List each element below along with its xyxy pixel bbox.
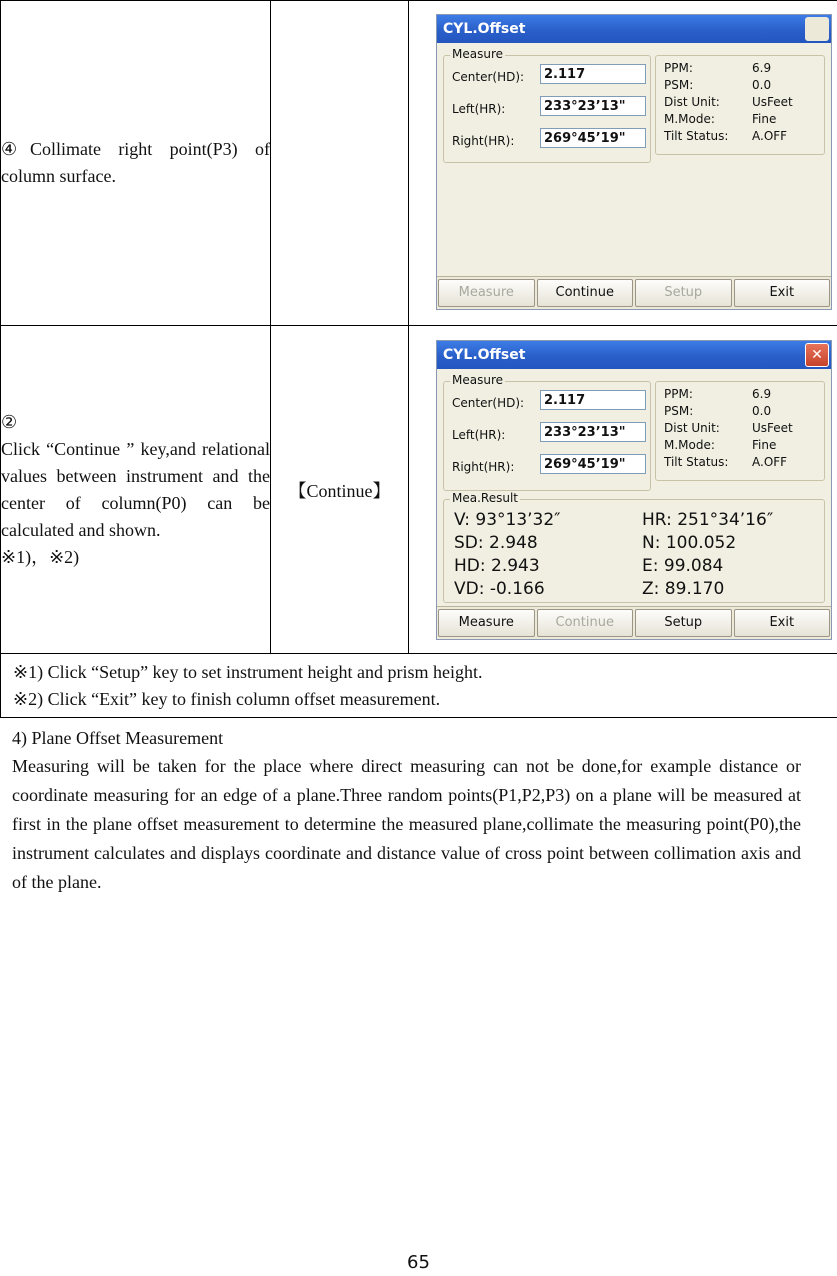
info-row xyxy=(664,437,814,454)
info-row xyxy=(664,420,814,437)
step-cell xyxy=(1,1,271,326)
info-row xyxy=(664,128,814,145)
field-label-right: Right(HR): xyxy=(452,134,515,148)
field-value-right: 269°45’19" xyxy=(540,454,646,474)
field-label-left: Left(HR): xyxy=(452,102,506,116)
screen-content xyxy=(437,43,831,276)
info-row xyxy=(664,403,814,420)
info-value: UsFeet xyxy=(752,95,793,109)
section-paragraph: Measuring will be taken for the place where direct measuring can not be done,for example distance or coordinate measuring for an edge of a plane.Three random points(P1,P2,P3) on a plane will be measured at first in the plane offset measurement to determine the measured plane,collimate the measuring point(P0),the instrument calculates and displays coordinate and distance value of cross point between collimation axis and of the plane. xyxy=(12,756,801,892)
info-row xyxy=(664,454,814,471)
window-titlebar xyxy=(437,341,831,369)
step-text: Click “Continue ” key,and relational values between instrument and the center of column(P0) can be calculated and shown. xyxy=(1,438,270,540)
info-key: Tilt Status: xyxy=(664,129,729,143)
result-hd: HD: 2.943 xyxy=(454,556,540,576)
info-key: M.Mode: xyxy=(664,112,715,126)
setup-button[interactable]: Setup xyxy=(635,279,732,307)
step-number: ② xyxy=(1,411,18,432)
measure-group-title: Measure xyxy=(452,47,503,61)
result-hr: HR: 251°34’16″ xyxy=(642,510,774,530)
key-cell xyxy=(271,326,409,654)
step-text: ④Collimate right point(P3) of column surface. xyxy=(1,139,270,186)
window-title: CYL.Offset xyxy=(443,21,526,37)
info-value: A.OFF xyxy=(752,129,788,143)
note-2: ※2) Click “Exit” key to finish column offset measurement. xyxy=(13,688,441,709)
note-1: ※1) Click “Setup” key to set instrument height and prism height. xyxy=(13,661,483,682)
result-v: V: 93°13’32″ xyxy=(454,510,561,530)
info-value: UsFeet xyxy=(752,421,793,435)
info-row xyxy=(664,94,814,111)
result-e: E: 99.084 xyxy=(642,556,724,576)
button-bar xyxy=(437,606,831,639)
info-row xyxy=(664,111,814,128)
continue-button[interactable]: Continue xyxy=(537,279,634,307)
info-list xyxy=(664,60,814,145)
device-screen xyxy=(436,340,832,640)
info-key: PPM: xyxy=(664,387,693,401)
measure-group xyxy=(443,373,651,491)
screen-cell xyxy=(409,1,837,326)
step-notes-ref: ※1)，※2) xyxy=(1,546,80,567)
page-number: 65 xyxy=(407,1252,430,1273)
device-screen xyxy=(436,14,832,310)
info-row xyxy=(664,77,814,94)
measure-group xyxy=(443,47,651,163)
info-panel xyxy=(655,381,825,481)
field-label-right: Right(HR): xyxy=(452,460,515,474)
setup-button[interactable]: Setup xyxy=(635,609,732,637)
info-list xyxy=(664,386,814,471)
exit-button[interactable]: Exit xyxy=(734,279,831,307)
screen-cell xyxy=(409,326,837,654)
key-label: 【Continue】 xyxy=(288,480,391,501)
table-row xyxy=(1,1,837,326)
info-key: PPM: xyxy=(664,61,693,75)
info-value: Fine xyxy=(752,438,777,452)
info-key: M.Mode: xyxy=(664,438,715,452)
key-cell xyxy=(271,1,409,326)
info-value: A.OFF xyxy=(752,455,788,469)
result-group-title: Mea.Result xyxy=(452,491,518,505)
info-panel xyxy=(655,55,825,155)
result-sd: SD: 2.948 xyxy=(454,533,538,553)
step-cell xyxy=(1,326,271,654)
measure-group-title: Measure xyxy=(452,373,503,387)
info-value: 0.0 xyxy=(752,78,772,92)
result-group xyxy=(443,491,825,603)
info-key: Dist Unit: xyxy=(664,421,720,435)
button-bar xyxy=(437,276,831,309)
field-value-right: 269°45’19" xyxy=(540,128,646,148)
window-title: CYL.Offset xyxy=(443,347,526,363)
field-label-left: Left(HR): xyxy=(452,428,506,442)
table-row xyxy=(1,326,837,654)
field-value-center: 2.117 xyxy=(540,390,646,410)
notes-row xyxy=(1,654,837,718)
info-value: 0.0 xyxy=(752,404,772,418)
screen-content xyxy=(437,369,831,606)
measure-button[interactable]: Measure xyxy=(438,609,535,637)
continue-button[interactable]: Continue xyxy=(537,609,634,637)
field-value-center: 2.117 xyxy=(540,64,646,84)
exit-button[interactable]: Exit xyxy=(734,609,831,637)
notes-cell xyxy=(1,654,837,718)
result-vd: VD: -0.166 xyxy=(454,579,545,599)
info-value: 6.9 xyxy=(752,61,772,75)
field-label-center: Center(HD): xyxy=(452,70,525,84)
field-label-center: Center(HD): xyxy=(452,396,525,410)
info-key: PSM: xyxy=(664,404,694,418)
info-key: PSM: xyxy=(664,78,694,92)
section-body xyxy=(12,724,801,897)
window-titlebar xyxy=(437,15,831,43)
info-value: Fine xyxy=(752,112,777,126)
result-z: Z: 89.170 xyxy=(642,579,725,599)
close-icon[interactable]: ✕ xyxy=(805,343,829,367)
info-row xyxy=(664,386,814,403)
close-icon[interactable] xyxy=(805,17,829,41)
info-key: Dist Unit: xyxy=(664,95,720,109)
result-n: N: 100.052 xyxy=(642,533,737,553)
field-value-left: 233°23’13" xyxy=(540,96,646,116)
info-row xyxy=(664,60,814,77)
section-heading: 4) Plane Offset Measurement xyxy=(12,728,224,748)
field-value-left: 233°23’13" xyxy=(540,422,646,442)
info-value: 6.9 xyxy=(752,387,772,401)
measure-button[interactable]: Measure xyxy=(438,279,535,307)
info-key: Tilt Status: xyxy=(664,455,729,469)
